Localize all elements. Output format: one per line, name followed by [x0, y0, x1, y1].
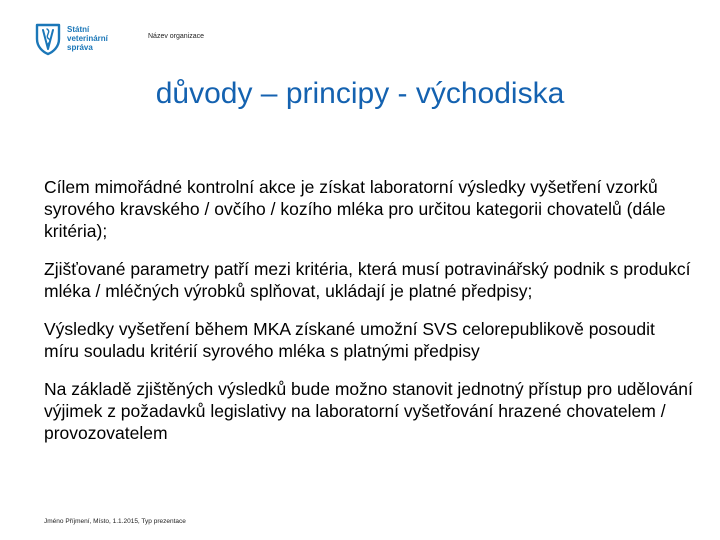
- logo-line-2: veterinární: [67, 34, 108, 43]
- logo-line-1: Státní: [67, 25, 90, 34]
- logo: [34, 22, 144, 62]
- paragraph-1: Cílem mimořádné kontrolní akce je získat laboratorní výsledky vyšetření vzorků syrového kravského / ovčího / kozího mléka pro určitou kategorii chovatelů (dále kritéria);: [44, 177, 666, 241]
- footer-text: Jméno Příjmení, Místo, 1.1.2015, Typ prezentace: [44, 518, 186, 525]
- content-list: [44, 176, 694, 460]
- organization-name: Název organizace: [148, 33, 205, 40]
- paragraph-2: Zjišťované parametry patří mezi kritéria, která musí potravinářský podnik s produkcí mléka / mléčných výrobků splňovat, ukládají je platné předpisy;: [44, 259, 691, 301]
- paragraph-4: Na základě zjištěných výsledků bude možno stanovit jednotný přístup pro udělování výjimek z požadavků legislativy na laboratorní vyšetřování hrazené chovatelem / provozovatelem: [44, 379, 693, 443]
- veterinary-shield-icon: [34, 22, 62, 56]
- slide-title: důvody – principy - východiska: [155, 77, 565, 110]
- logo-text: [67, 25, 108, 52]
- logo-line-3: správa: [67, 43, 93, 52]
- paragraph-3: Výsledky vyšetření během MKA získané umožní SVS celorepublikově posoudit míru souladu kritérií syrového mléka s platnými předpisy: [44, 319, 655, 361]
